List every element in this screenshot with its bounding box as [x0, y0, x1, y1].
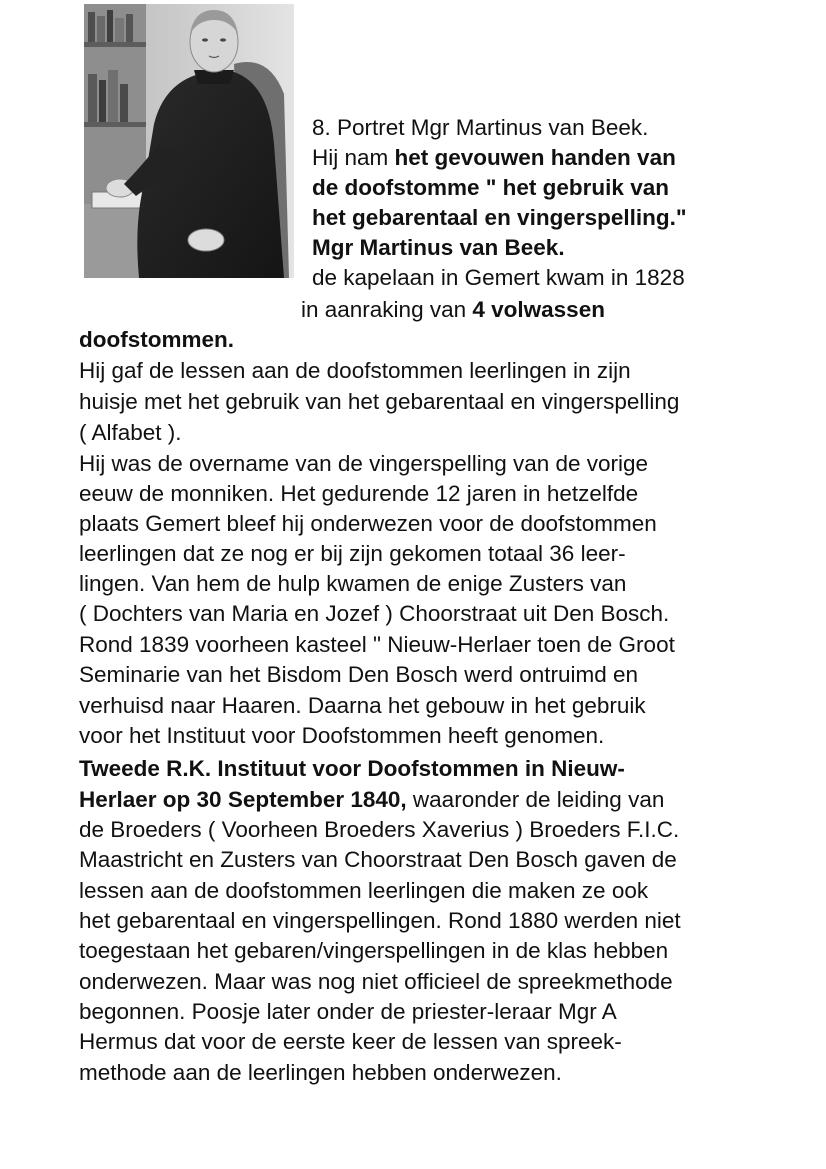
caption-line-6: de kapelaan in Gemert kwam in 1828: [312, 265, 685, 290]
body-line-17: de Broeders ( Voorheen Broeders Xaverius ) Broeders F.I.C.: [79, 817, 680, 842]
body-line-21: toegestaan het gebaren/vingerspellingen in de klas hebben: [79, 938, 669, 963]
body-line-8: leerlingen dat ze nog er bij zijn gekomen totaal 36 leer-: [79, 541, 626, 566]
body-line-18: Maastricht en Zusters van Choorstraat Den Bosch gaven de: [79, 847, 677, 872]
body-line-5: Hij was de overname van de vingerspelling van de vorige: [79, 451, 649, 476]
body-line-6: eeuw de monniken. Het gedurende 12 jaren in hetzelfde: [79, 481, 639, 506]
body-line-22: onderwezen. Maar was nog niet officieel de spreekmethode: [79, 969, 673, 994]
body-line-1: doofstommen.: [79, 327, 234, 352]
body-line-9: lingen. Van hem de hulp kwamen de enige Zusters van: [79, 571, 627, 596]
body-line-11: Rond 1839 voorheen kasteel " Nieuw-Herlaer toen de Groot: [79, 632, 675, 657]
caption-line-2: Hij nam het gevouwen handen van: [312, 145, 676, 170]
body-line-13: verhuisd naar Haaren. Daarna het gebouw in het gebruik: [79, 693, 646, 718]
caption-bold-fragment-2: 4 volwassen: [472, 297, 605, 322]
body-line-12: Seminarie van het Bisdom Den Bosch werd ontruimd en: [79, 662, 639, 687]
caption-line-1: 8. Portret Mgr Martinus van Beek.: [312, 115, 649, 140]
body-line-25: methode aan de leerlingen hebben onderwezen.: [79, 1060, 562, 1085]
body-line-24: Hermus dat voor de eerste keer de lessen van spreek-: [79, 1029, 622, 1054]
caption-bold-fragment: het gevouwen handen van: [394, 145, 676, 170]
body-line-15: Tweede R.K. Instituut voor Doofstommen in Nieuw-: [79, 756, 625, 781]
body-line-10: ( Dochters van Maria en Jozef ) Choorstraat uit Den Bosch.: [79, 601, 670, 626]
caption-line-3: de doofstomme " het gebruik van: [312, 175, 669, 200]
caption-line-4: het gebarentaal en vingerspelling.": [312, 205, 687, 230]
body-line-7: plaats Gemert bleef hij onderwezen voor de doofstommen: [79, 511, 657, 536]
body-line-2: Hij gaf de lessen aan de doofstommen leerlingen in zijn: [79, 358, 631, 383]
body-line-14: voor het Instituut voor Doofstommen heeft genomen.: [79, 723, 605, 748]
body-line-16: Herlaer op 30 September 1840, waaronder de leiding van: [79, 787, 665, 812]
body-line-20: het gebarentaal en vingerspellingen. Rond 1880 werden niet: [79, 908, 681, 933]
body-line-3: huisje met het gebruik van het gebarentaal en vingerspelling: [79, 389, 680, 414]
caption-line-5: Mgr Martinus van Beek.: [312, 235, 565, 260]
body-line-4: ( Alfabet ).: [79, 420, 182, 445]
caption-line-7: in aanraking van 4 volwassen: [301, 297, 605, 322]
body-line-19: lessen aan de doofstommen leerlingen die maken ze ook: [79, 878, 649, 903]
body-line-23: begonnen. Poosje later onder de priester-leraar Mgr A: [79, 999, 617, 1024]
portrait-image: [84, 4, 294, 278]
